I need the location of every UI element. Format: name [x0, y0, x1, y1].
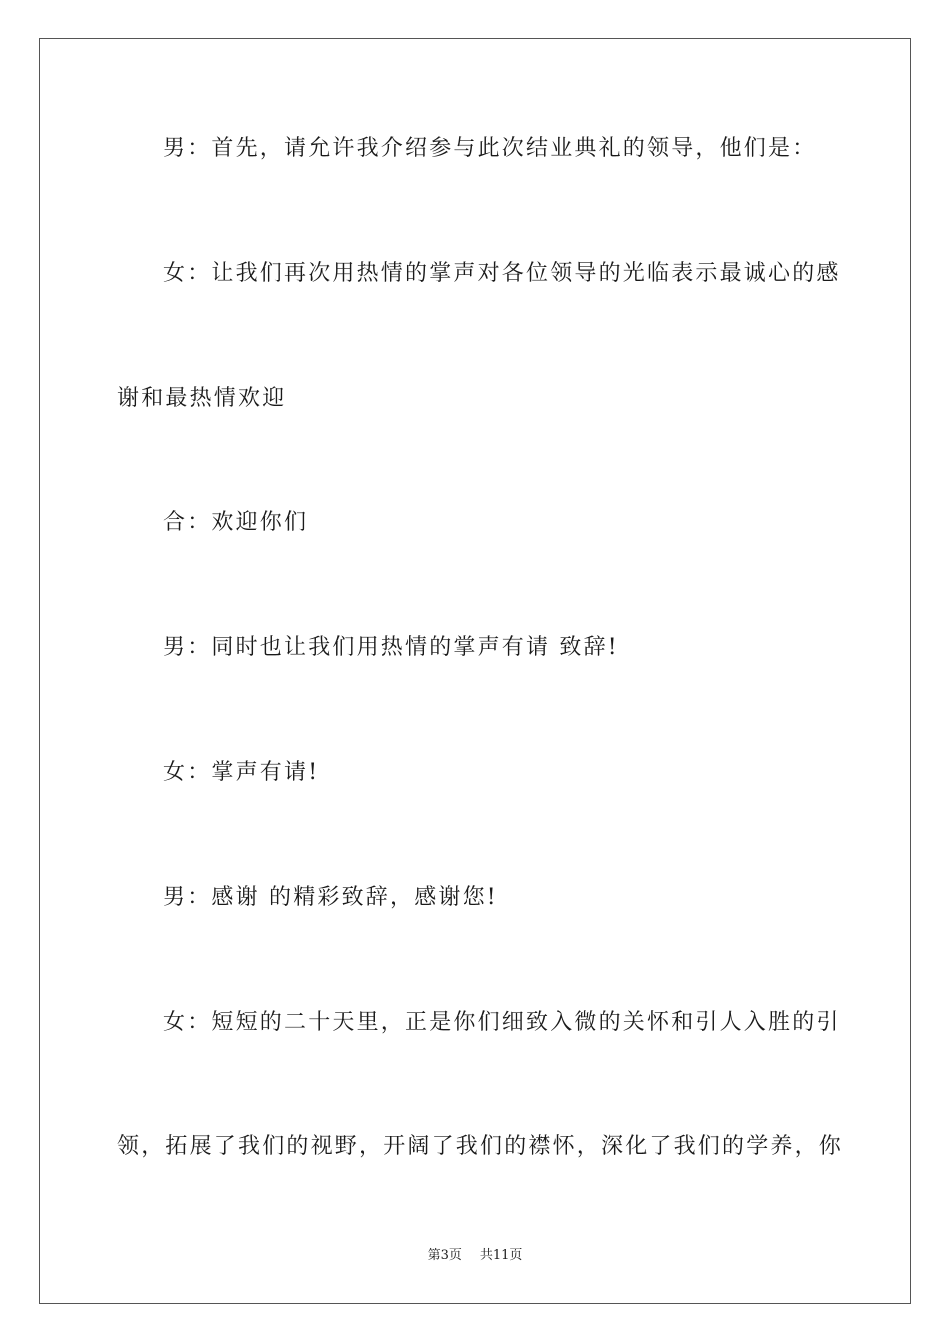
- paragraph-line: 女：短短的二十天里，正是你们细致入微的关怀和引人入胜的引: [163, 1010, 841, 1035]
- page-frame: [39, 38, 911, 1304]
- paragraph-line: 男：同时也让我们用热情的掌声有请 致辞!: [163, 635, 619, 660]
- paragraph-line: 合：欢迎你们: [163, 510, 309, 535]
- paragraph-line: 谢和最热情欢迎: [117, 386, 287, 411]
- paragraph-line: 女：让我们再次用热情的掌声对各位领导的光临表示最诚心的感: [163, 261, 841, 286]
- page-footer: [0, 1247, 950, 1265]
- paragraph-line: 领，拓展了我们的视野，开阔了我们的襟怀，深化了我们的学养，你: [117, 1134, 844, 1159]
- page-number: 第3页: [427, 1248, 462, 1263]
- paragraph-line: 男：感谢 的精彩致辞，感谢您!: [163, 885, 498, 910]
- paragraph-line: 男：首先，请允许我介绍参与此次结业典礼的领导，他们是：: [163, 136, 817, 161]
- paragraph-line: 女：掌声有请!: [163, 760, 320, 785]
- page-total: 共11页: [479, 1248, 523, 1263]
